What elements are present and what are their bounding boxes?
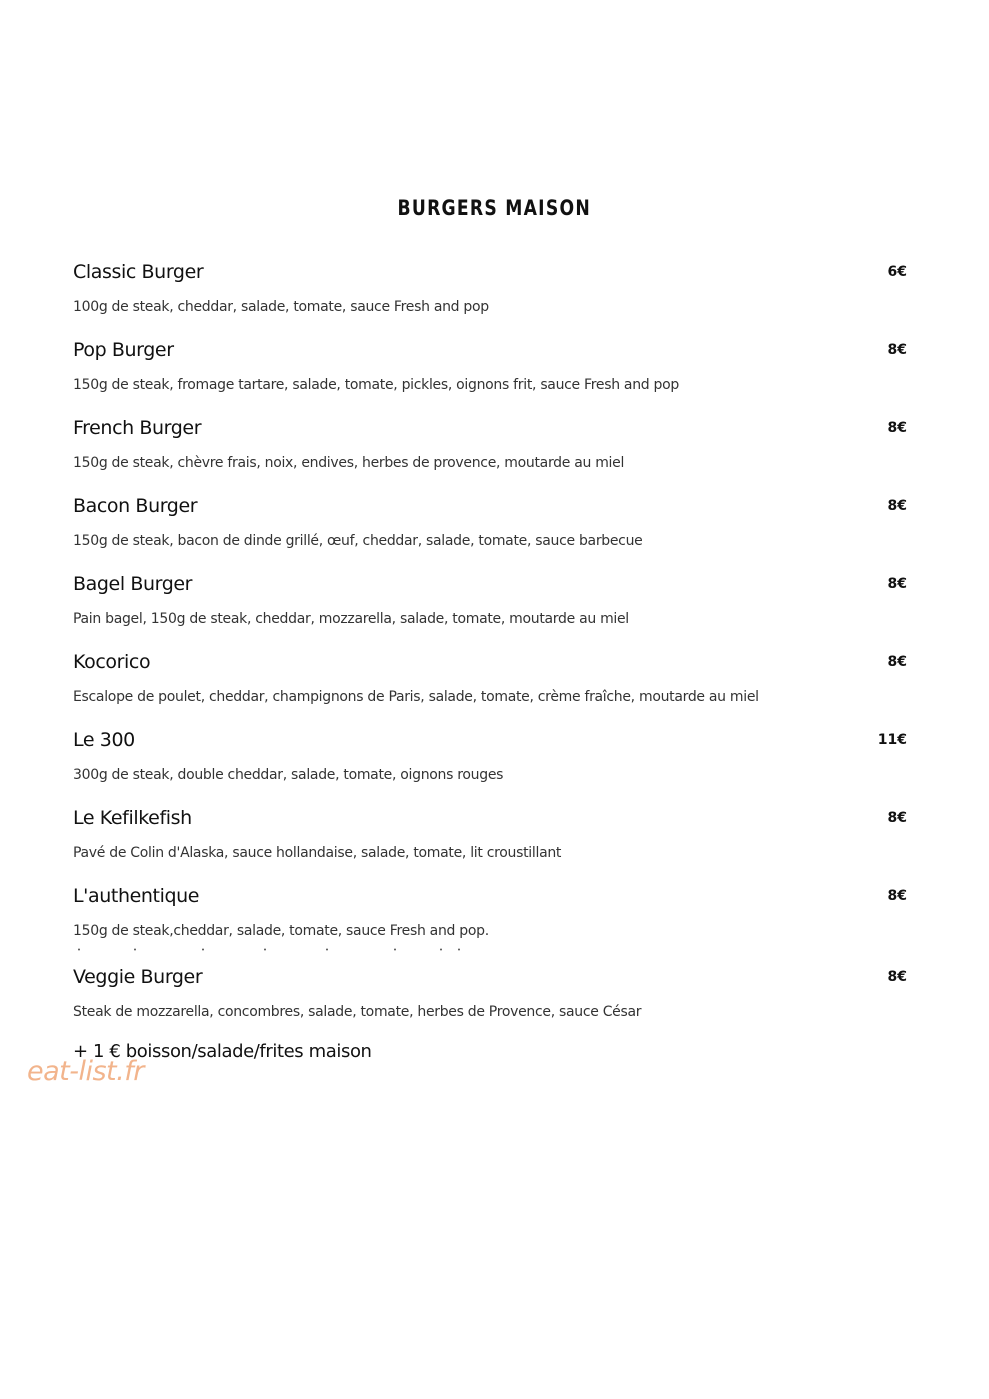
item-price: 8€ [887,969,907,985]
item-price: 8€ [887,576,907,592]
item-name: Bagel Burger [73,573,193,595]
item-name: Classic Burger [73,261,204,283]
page-title: BURGERS MAISON [397,196,591,220]
item-name: Le Kefilkefish [73,807,192,829]
menu-item-le-300 [73,727,907,805]
item-name: L'authentique [73,885,200,907]
supplement-note: + 1 € boisson/salade/frites maison [73,1041,372,1062]
item-name: Kocorico [73,651,151,673]
menu-list [73,259,907,1042]
item-name: Veggie Burger [73,966,203,988]
item-name: Bacon Burger [73,495,198,517]
item-price: 6€ [887,264,907,280]
item-description: Steak de mozzarella, concombres, salade, tomate, herbes de Provence, sauce César [73,1004,642,1020]
scan-artifact-dots [75,948,465,951]
item-description: 150g de steak, fromage tartare, salade, tomate, pickles, oignons frit, sauce Fresh and pop [73,377,679,393]
item-price: 8€ [887,342,907,358]
item-price: 11€ [877,732,907,748]
item-price: 8€ [887,888,907,904]
item-description: Escalope de poulet, cheddar, champignons de Paris, salade, tomate, crème fraîche, moutarde au miel [73,689,759,705]
item-name: Pop Burger [73,339,174,361]
item-description: 150g de steak,cheddar, salade, tomate, sauce Fresh and pop. [73,923,489,939]
item-description: Pain bagel, 150g de steak, cheddar, mozzarella, salade, tomate, moutarde au miel [73,611,629,627]
menu-item-veggie-burger [73,964,907,1042]
item-description: 150g de steak, chèvre frais, noix, endives, herbes de provence, moutarde au miel [73,455,625,471]
item-description: Pavé de Colin d'Alaska, sauce hollandaise, salade, tomate, lit croustillant [73,845,562,861]
menu-item-le-kefilkefish [73,805,907,883]
menu-item-classic-burger [73,259,907,337]
menu-item-pop-burger [73,337,907,415]
item-name: Le 300 [73,729,135,751]
item-price: 8€ [887,654,907,670]
item-price: 8€ [887,498,907,514]
watermark-logo: eat-list.fr [27,1056,144,1087]
item-description: 300g de steak, double cheddar, salade, tomate, oignons rouges [73,767,504,783]
item-price: 8€ [887,420,907,436]
item-description: 150g de steak, bacon de dinde grillé, œuf, cheddar, salade, tomate, sauce barbecue [73,533,643,549]
menu-item-bagel-burger [73,571,907,649]
item-price: 8€ [887,810,907,826]
item-description: 100g de steak, cheddar, salade, tomate, sauce Fresh and pop [73,299,489,315]
item-name: French Burger [73,417,202,439]
menu-item-french-burger [73,415,907,493]
menu-item-l-authentique [73,883,907,964]
menu-item-kocorico [73,649,907,727]
menu-item-bacon-burger [73,493,907,571]
